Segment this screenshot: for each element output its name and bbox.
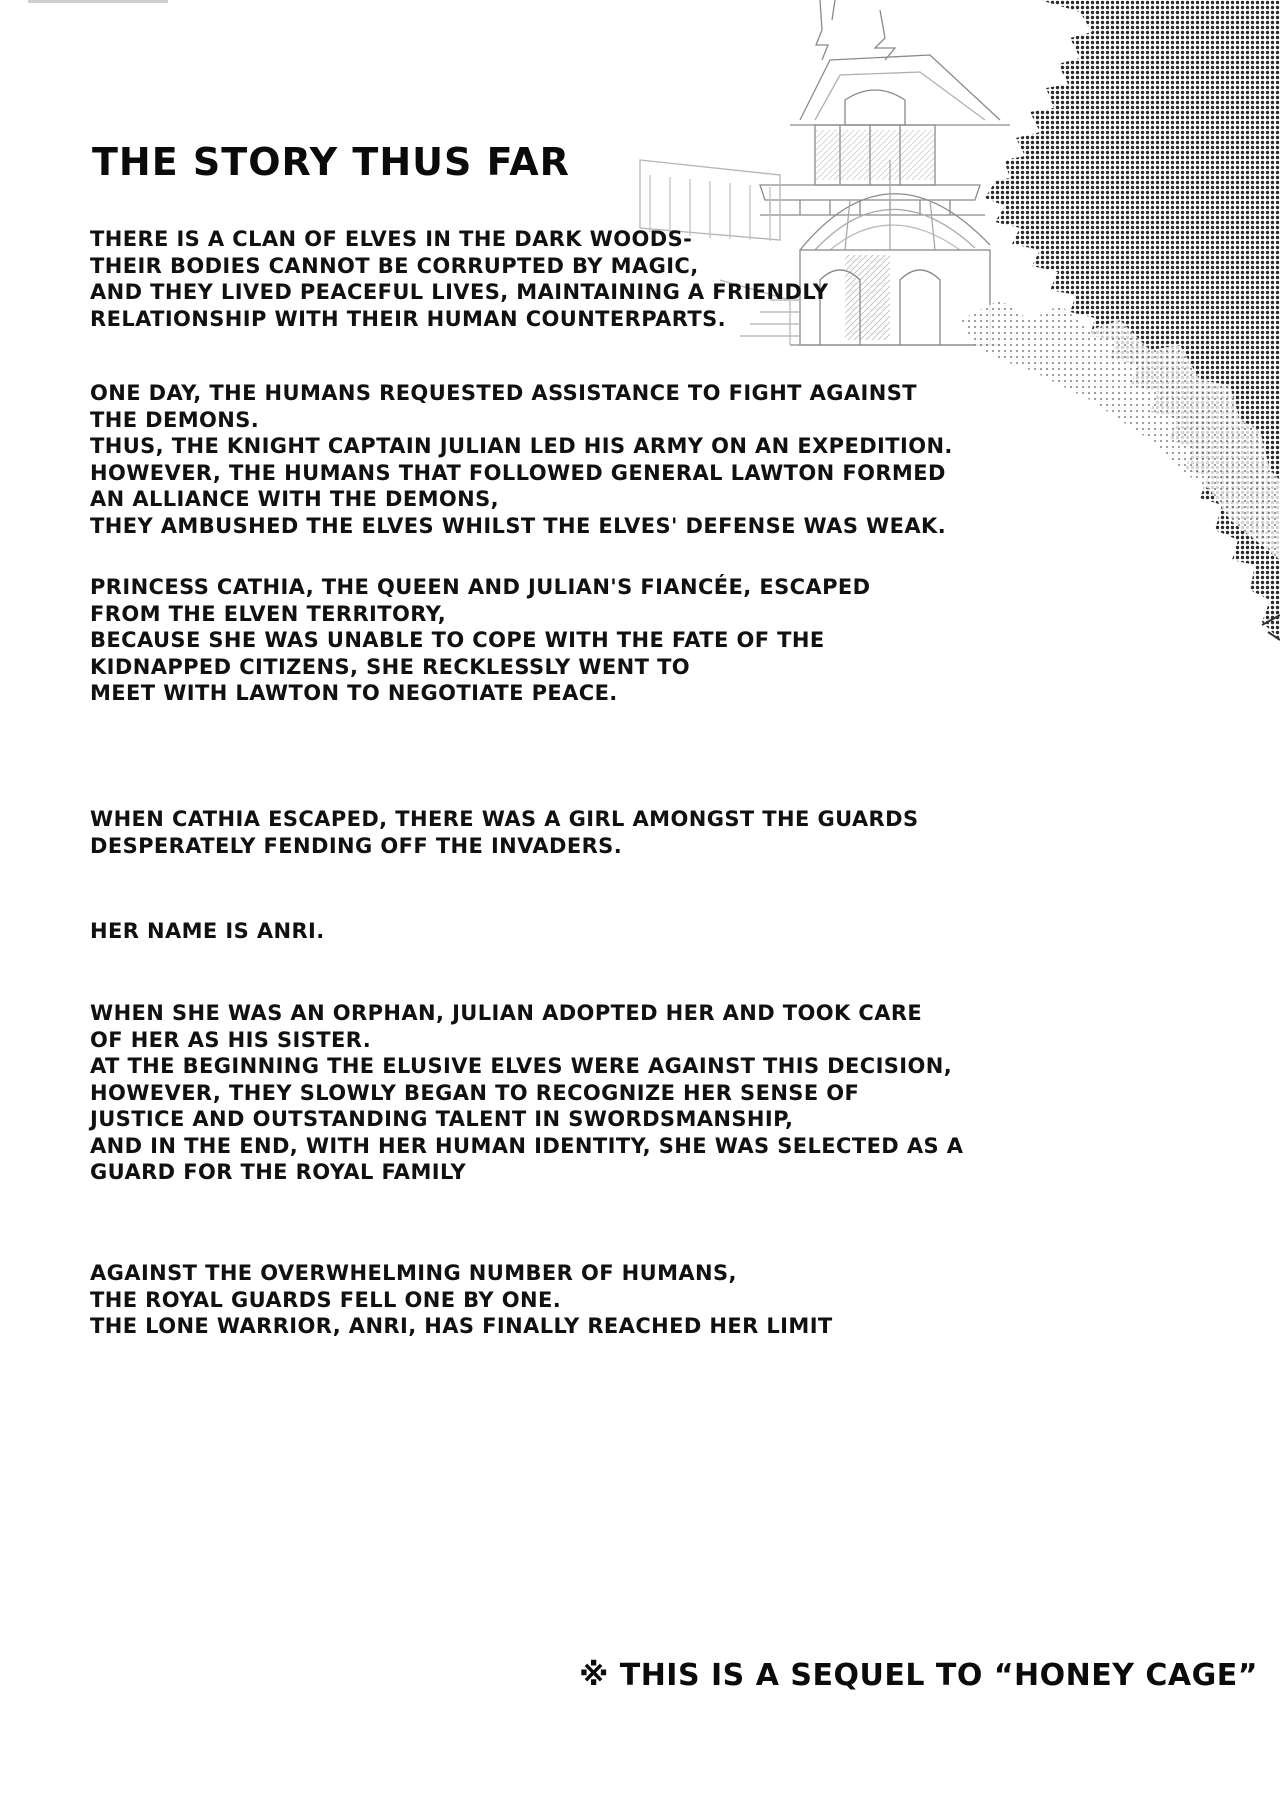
story-line: AT THE BEGINNING THE ELUSIVE ELVES WERE AGAINST THIS DECISION, xyxy=(90,1054,953,1078)
story-line: JUSTICE AND OUTSTANDING TALENT IN SWORDSMANSHIP, xyxy=(90,1107,794,1131)
story-line: THE DEMONS. xyxy=(90,407,260,432)
sequel-note: ※ THIS IS A SEQUEL TO “HONEY CAGE” xyxy=(579,1658,1258,1693)
story-line: WHEN SHE WAS AN ORPHAN, JULIAN ADOPTED HER AND TOOK CARE xyxy=(90,1001,923,1025)
story-line: THE LONE WARRIOR, ANRI, HAS FINALLY REACHED HER LIMIT xyxy=(90,1314,833,1338)
story-line: HER NAME IS ANRI. xyxy=(90,919,325,943)
story-line: GUARD FOR THE ROYAL FAMILY xyxy=(90,1160,467,1184)
story-paragraph xyxy=(90,918,1030,945)
story-paragraph xyxy=(90,380,1030,539)
story-line: AND IN THE END, WITH HER HUMAN IDENTITY, SHE WAS SELECTED AS A xyxy=(90,1133,964,1158)
story-line: AGAINST THE OVERWHELMING NUMBER OF HUMANS, xyxy=(90,1261,737,1285)
story-paragraph xyxy=(90,1260,1030,1340)
story-line: PRINCESS CATHIA, THE QUEEN AND JULIAN'S FIANCÉE, ESCAPED xyxy=(90,575,871,599)
story-line: BECAUSE SHE WAS UNABLE TO COPE WITH THE FATE OF THE xyxy=(90,628,825,652)
story-line: THE ROYAL GUARDS FELL ONE BY ONE. xyxy=(90,1287,562,1312)
story-line: THERE IS A CLAN OF ELVES IN THE DARK WOODS- xyxy=(90,227,693,251)
story-line: AN ALLIANCE WITH THE DEMONS, xyxy=(90,487,500,511)
story-line: RELATIONSHIP WITH THEIR HUMAN COUNTERPARTS. xyxy=(90,306,726,331)
story-line: WHEN CATHIA ESCAPED, THERE WAS A GIRL AMONGST THE GUARDS xyxy=(90,807,919,831)
story-line: DESPERATELY FENDING OFF THE INVADERS. xyxy=(90,833,623,858)
story-paragraph xyxy=(90,226,1030,332)
story-line: THEY AMBUSHED THE ELVES WHILST THE ELVES' DEFENSE WAS WEAK. xyxy=(90,513,947,538)
page-title: THE STORY THUS FAR xyxy=(92,140,570,184)
story-paragraph xyxy=(90,574,1030,707)
story-line: ONE DAY, THE HUMANS REQUESTED ASSISTANCE TO FIGHT AGAINST xyxy=(90,381,917,405)
story-line: THUS, THE KNIGHT CAPTAIN JULIAN LED HIS ARMY ON AN EXPEDITION. xyxy=(90,434,953,458)
story-line: OF HER AS HIS SISTER. xyxy=(90,1027,372,1052)
scan-edge-mark xyxy=(28,0,168,3)
story-paragraph xyxy=(90,806,1030,859)
story-line: MEET WITH LAWTON TO NEGOTIATE PEACE. xyxy=(90,681,618,705)
branch-fragment xyxy=(1262,615,1280,640)
story-line: AND THEY LIVED PEACEFUL LIVES, MAINTAINING A FRIENDLY xyxy=(90,280,829,304)
story-line: FROM THE ELVEN TERRITORY, xyxy=(90,601,447,626)
story-line: KIDNAPPED CITIZENS, SHE RECKLESSLY WENT TO xyxy=(90,654,691,679)
story-paragraph xyxy=(90,1000,1030,1186)
story-line: HOWEVER, THEY SLOWLY BEGAN TO RECOGNIZE HER SENSE OF xyxy=(90,1080,860,1105)
story-line: THEIR BODIES CANNOT BE CORRUPTED BY MAGIC, xyxy=(90,253,699,278)
story-line: HOWEVER, THE HUMANS THAT FOLLOWED GENERAL LAWTON FORMED xyxy=(90,460,946,485)
